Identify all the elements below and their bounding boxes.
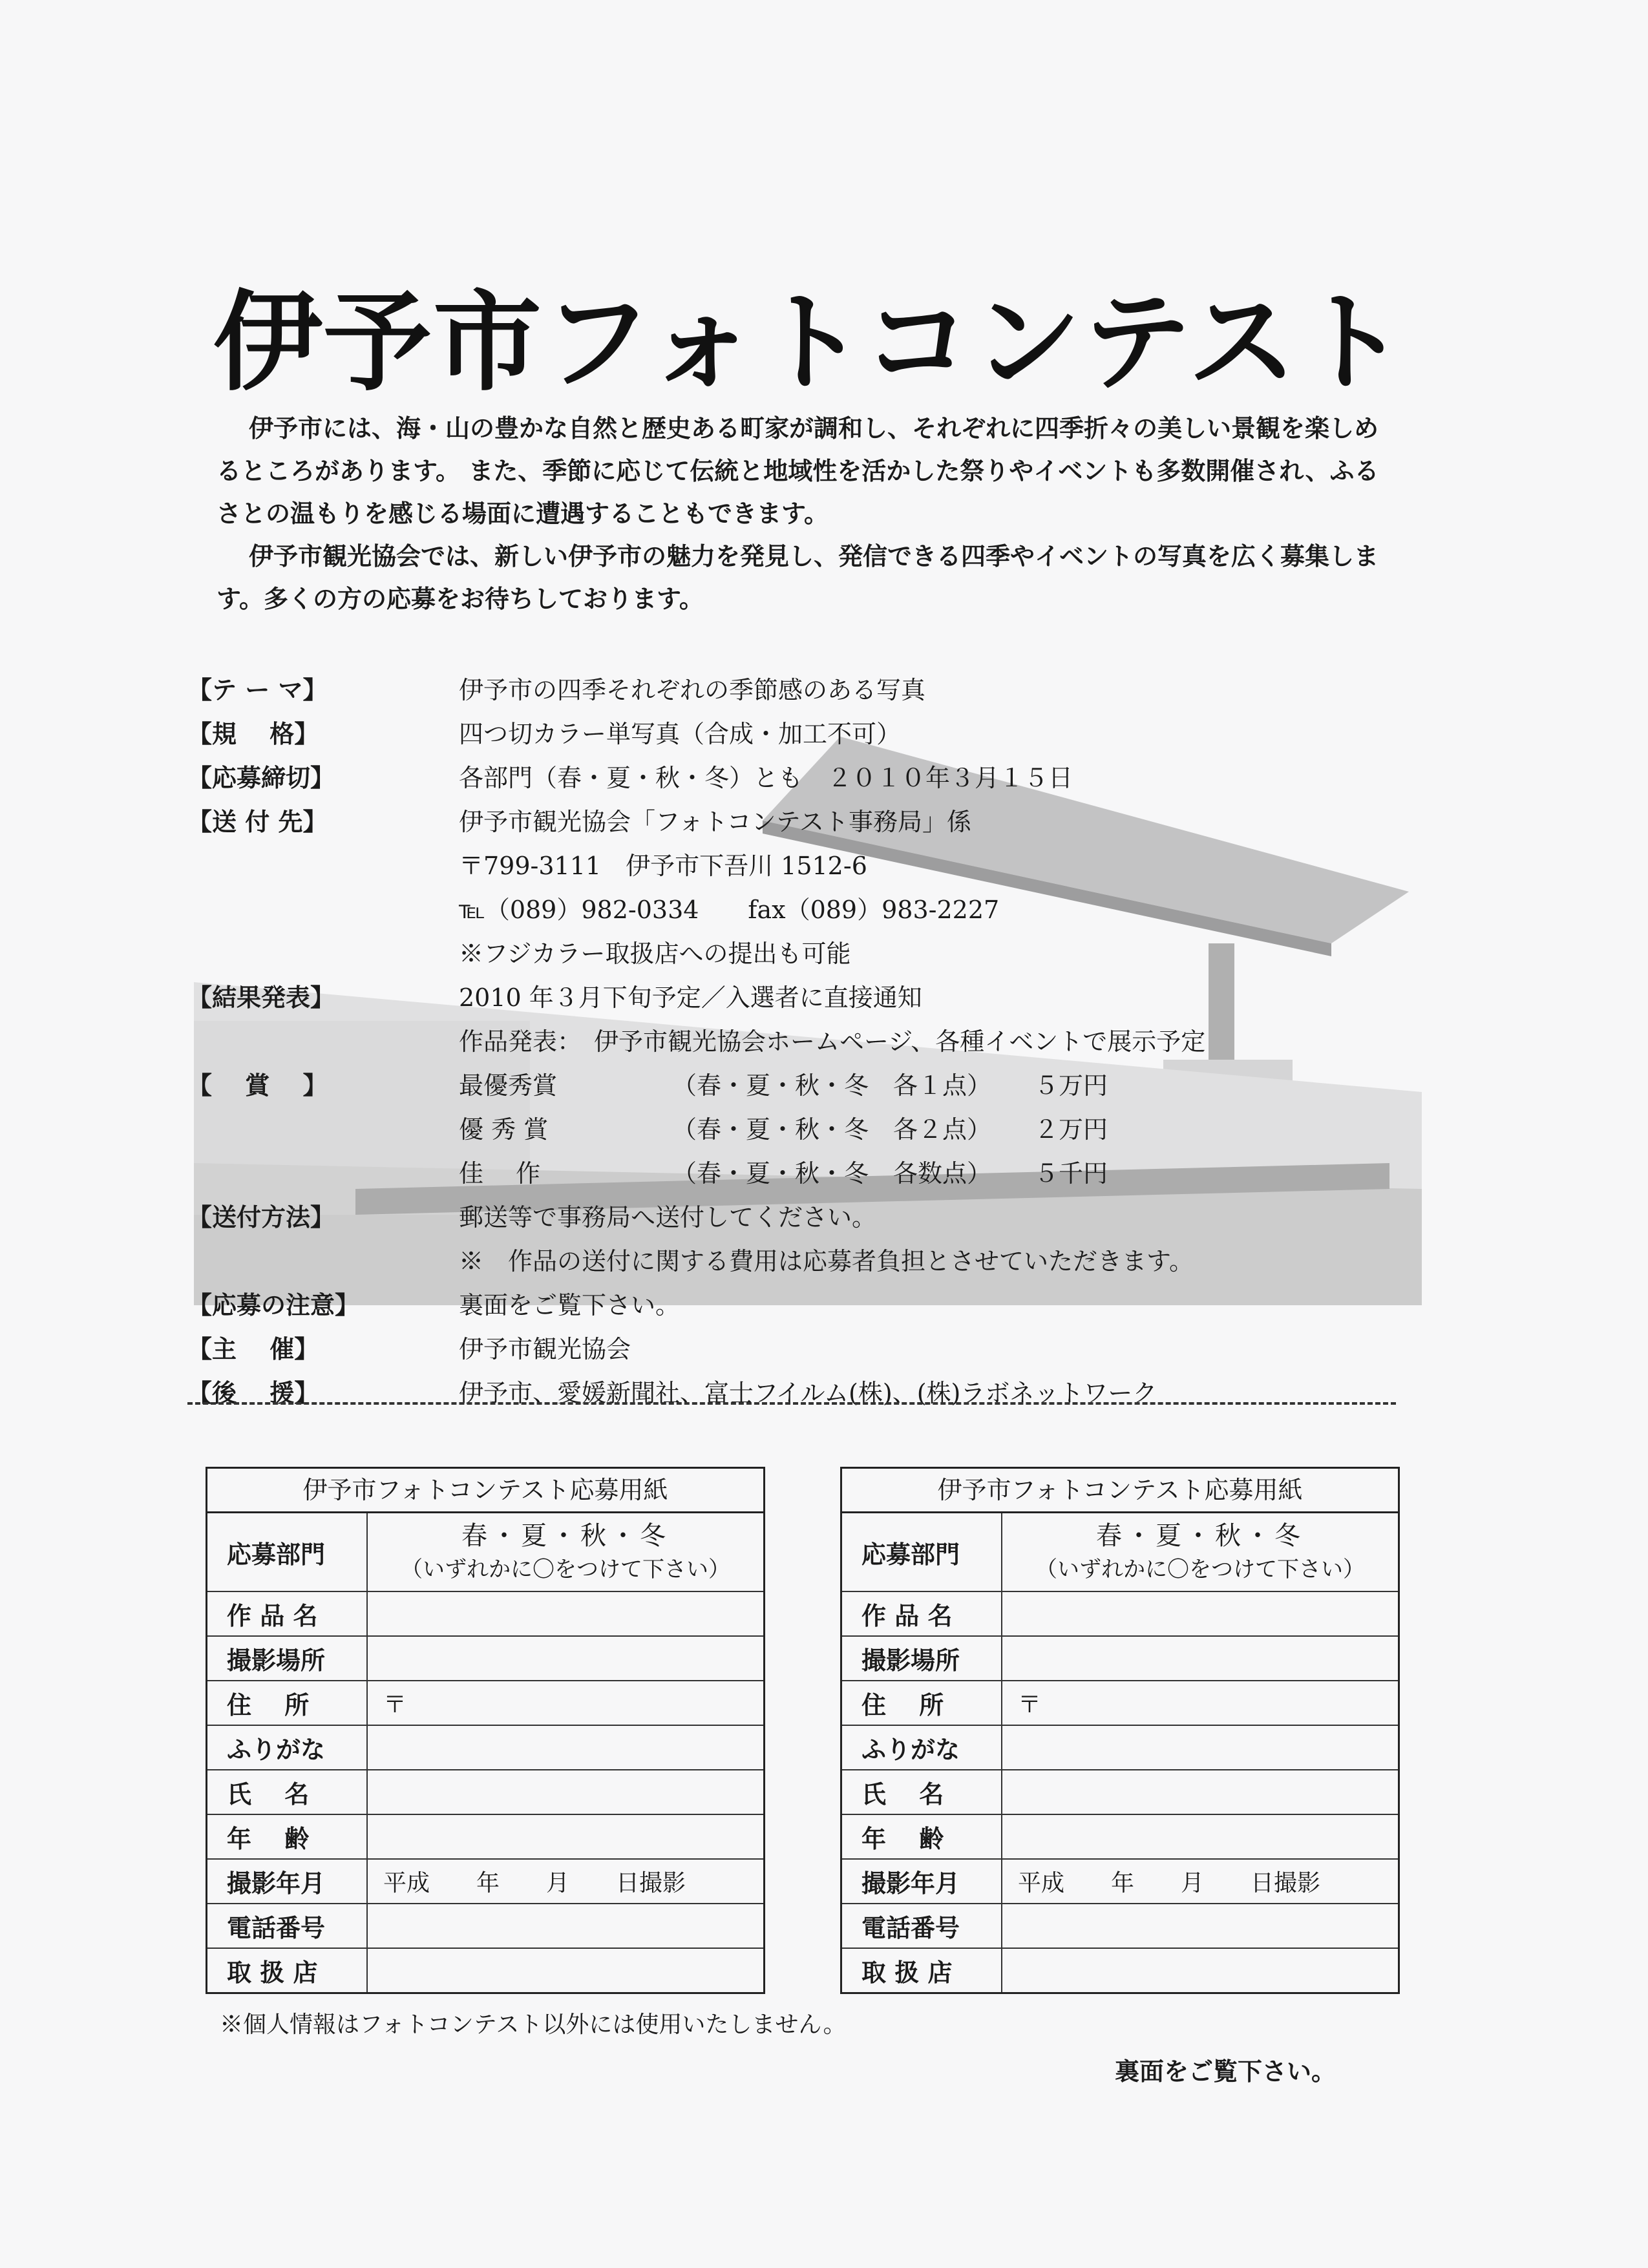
info-value: 裏面をご覧下さい。 [459, 1290, 681, 1319]
info-value: 各部門（春・夏・秋・冬）とも ２０１０年３月１５日 [459, 763, 1073, 792]
form-label: ふりがな [207, 1726, 368, 1769]
form-field-name[interactable] [1002, 1770, 1398, 1814]
form-title: 伊予市フォトコンテスト応募用紙 [842, 1469, 1398, 1513]
info-label: 【テ ー マ】 [187, 675, 328, 704]
prize-name: 佳 作 [459, 1159, 541, 1188]
info-results-exhibit [187, 1017, 1415, 1061]
form-row [842, 1770, 1398, 1815]
form-label: 氏 名 [207, 1770, 368, 1814]
info-value: 作品発表： 伊予市観光協会ホームページ、各種イベントで展示予定 [459, 1027, 1206, 1056]
prize-scope: （春・夏・秋・冬 各２点） [672, 1115, 992, 1144]
form-label: 作 品 名 [207, 1592, 368, 1635]
fujicolor-note: ※フジカラー取扱店への提出も可能 [459, 939, 851, 968]
form-field-furigana[interactable] [368, 1726, 763, 1769]
department-choice[interactable] [1002, 1513, 1398, 1591]
info-deadline [187, 753, 1415, 797]
entry-form-right [840, 1467, 1400, 1994]
form-label: 年 齢 [842, 1815, 1002, 1858]
form-field-name[interactable] [368, 1770, 763, 1814]
info-send-to-phone [187, 885, 1415, 929]
form-field-phone[interactable] [1002, 1904, 1398, 1948]
info-value: 郵送等で事務局へ送付してください。 [459, 1202, 877, 1232]
form-row [842, 1815, 1398, 1860]
contest-info [187, 666, 1415, 1412]
form-row [207, 1860, 763, 1904]
form-field-title[interactable] [368, 1592, 763, 1635]
form-label: 氏 名 [842, 1770, 1002, 1814]
department-choice[interactable] [368, 1513, 763, 1591]
info-results [187, 973, 1415, 1017]
form-field-date[interactable]: 平成 年 月 日撮影 [383, 1870, 686, 1896]
form-row [842, 1949, 1398, 1992]
form-label: 撮影場所 [842, 1637, 1002, 1680]
form-label: ふりがな [842, 1726, 1002, 1769]
form-row [207, 1681, 763, 1726]
form-row [842, 1860, 1398, 1904]
info-label: 【応募の注意】 [187, 1290, 360, 1319]
info-label: 【送付方法】 [187, 1202, 335, 1232]
form-label: 応募部門 [842, 1513, 1002, 1591]
form-row [842, 1637, 1398, 1681]
info-send-to-note [187, 929, 1415, 973]
form-label: 電話番号 [207, 1904, 368, 1948]
season-instruction: （いずれかに〇をつけて下さい） [1035, 1557, 1365, 1582]
form-row [207, 1592, 763, 1637]
form-row [842, 1904, 1398, 1949]
form-field-location[interactable] [1002, 1637, 1398, 1680]
prize-row [459, 1105, 1108, 1149]
prize-row [459, 1061, 1108, 1105]
form-label: 撮影年月 [842, 1860, 1002, 1903]
form-row-department [842, 1513, 1398, 1592]
privacy-footnote: ※個人情報はフォトコンテスト以外には使用いたしません。 [220, 2011, 847, 2038]
info-value: 伊予市の四季それぞれの季節感のある写真 [459, 675, 926, 704]
form-field-location[interactable] [368, 1637, 763, 1680]
info-prize-1 [187, 1061, 1415, 1105]
season-options: 春・夏・秋・冬 [1096, 1521, 1304, 1551]
intro-paragraph-2: 伊予市観光協会では、新しい伊予市の魅力を発見し、発信できる四季やイベントの写真を広く募集します。多くの方の応募をお待ちしております。 [217, 542, 1379, 613]
form-label: 住 所 [207, 1681, 368, 1725]
prize-name: 最優秀賞 [459, 1071, 558, 1100]
info-theme [187, 666, 1415, 709]
form-row [207, 1770, 763, 1815]
info-prize-3 [187, 1149, 1415, 1193]
info-label: 【規 格】 [187, 719, 319, 748]
info-method-note [187, 1237, 1415, 1281]
entry-form-left [206, 1467, 765, 1994]
info-value: ※ 作品の送付に関する費用は応募者負担とさせていただきます。 [459, 1246, 1194, 1276]
form-row [207, 1949, 763, 1992]
form-field-age[interactable] [368, 1815, 763, 1858]
info-support [187, 1369, 1415, 1412]
prize-amount: ５千円 [1034, 1159, 1108, 1188]
form-row [207, 1637, 763, 1681]
intro-text [217, 407, 1399, 620]
info-send-to-address [187, 841, 1415, 885]
form-label: 作 品 名 [842, 1592, 1002, 1635]
form-field-age[interactable] [1002, 1815, 1398, 1858]
form-title: 伊予市フォトコンテスト応募用紙 [207, 1469, 763, 1513]
form-field-phone[interactable] [368, 1904, 763, 1948]
prize-scope: （春・夏・秋・冬 各数点） [672, 1159, 992, 1188]
info-label: 【 賞 】 [187, 1071, 328, 1100]
info-label: 【結果発表】 [187, 983, 335, 1012]
page-title: 伊予市フォトコンテスト [213, 279, 1408, 406]
info-value: 伊予市観光協会 [459, 1334, 631, 1363]
form-label: 撮影場所 [207, 1637, 368, 1680]
form-field-title[interactable] [1002, 1592, 1398, 1635]
see-back-note: 裏面をご覧下さい。 [1115, 2057, 1336, 2086]
info-value: 2010 年３月下旬予定／入選者に直接通知 [459, 983, 922, 1012]
intro-paragraph-1: 伊予市には、海・山の豊かな自然と歴史ある町家が調和し、それぞれに四季折々の美しい景観を楽しめるところがあります。 また、季節に応じて伝統と地域性を活かした祭りやイベントも多数開催され、ふるさとの温もりを感じる場面に遭遇することもできます。 [217, 414, 1379, 528]
form-row [842, 1726, 1398, 1770]
form-label: 年 齢 [207, 1815, 368, 1858]
form-label: 電話番号 [842, 1904, 1002, 1948]
season-instruction: （いずれかに〇をつけて下さい） [401, 1557, 730, 1582]
form-field-address[interactable]: 〒 [1018, 1692, 1042, 1718]
phone-fax: ℡（089）982-0334 fax（089）983-2227 [459, 895, 1000, 924]
info-value: 伊予市観光協会「フォトコンテスト事務局」係 [459, 807, 972, 836]
info-organizer [187, 1325, 1415, 1369]
form-row [207, 1904, 763, 1949]
info-spec [187, 709, 1415, 753]
form-field-date[interactable]: 平成 年 月 日撮影 [1018, 1870, 1321, 1896]
form-label: 応募部門 [207, 1513, 368, 1591]
form-field-store[interactable] [1002, 1949, 1398, 1992]
prize-amount: ５万円 [1034, 1071, 1108, 1100]
season-options: 春・夏・秋・冬 [461, 1521, 670, 1551]
info-send-to [187, 797, 1415, 841]
cut-line-divider [187, 1402, 1396, 1405]
info-prize-2 [187, 1105, 1415, 1149]
info-method [187, 1193, 1415, 1237]
form-field-store[interactable] [368, 1949, 763, 1992]
prize-amount: ２万円 [1034, 1115, 1108, 1144]
form-row [207, 1726, 763, 1770]
info-label: 【応募締切】 [187, 763, 335, 792]
prize-row [459, 1149, 1108, 1193]
prize-scope: （春・夏・秋・冬 各１点） [672, 1071, 992, 1100]
form-field-furigana[interactable] [1002, 1726, 1398, 1769]
info-notes [187, 1281, 1415, 1325]
info-value: 伊予市、愛媛新聞社、富士フイルム(株)、(株)ラボネットワーク [459, 1378, 1157, 1407]
form-row-department [207, 1513, 763, 1592]
form-row [842, 1681, 1398, 1726]
form-label: 住 所 [842, 1681, 1002, 1725]
form-label: 撮影年月 [207, 1860, 368, 1903]
form-label: 取 扱 店 [207, 1949, 368, 1992]
info-label: 【送 付 先】 [187, 807, 328, 836]
info-value: 四つ切カラー単写真（合成・加工不可） [459, 719, 902, 748]
info-label: 【主 催】 [187, 1334, 319, 1363]
form-row [207, 1815, 763, 1860]
info-label: 【後 援】 [187, 1378, 319, 1407]
prize-name: 優 秀 賞 [459, 1115, 549, 1144]
form-field-address[interactable]: 〒 [383, 1692, 407, 1718]
address: 〒799-3111 伊予市下吾川 1512-6 [459, 851, 867, 880]
form-row [842, 1592, 1398, 1637]
form-label: 取 扱 店 [842, 1949, 1002, 1992]
